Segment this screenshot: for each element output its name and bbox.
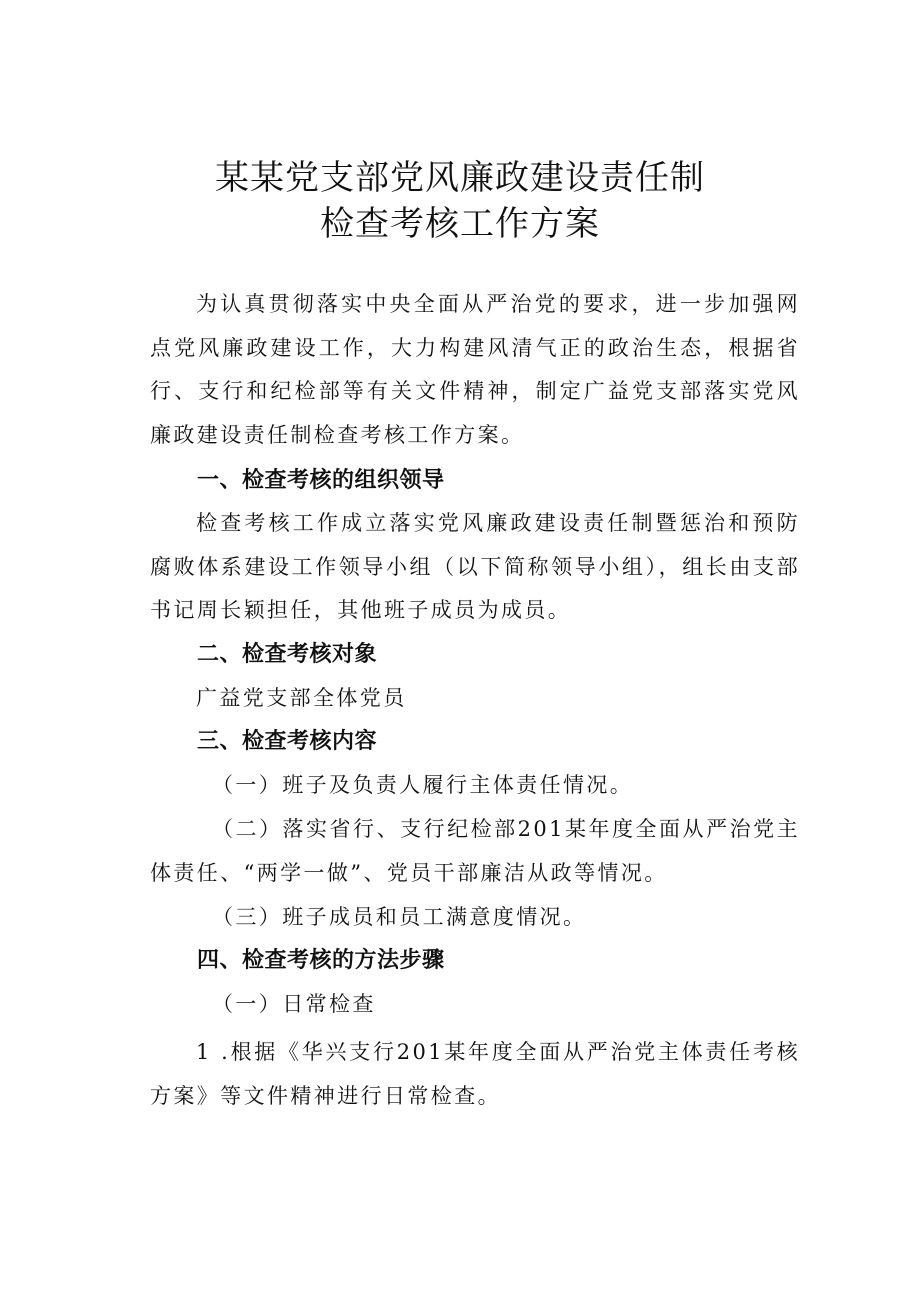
- section4-subheading: （一）日常检查: [212, 992, 376, 1016]
- section2-paragraph: 广益党支部全体党员: [196, 686, 407, 710]
- section3-item-1: （一）班子及负责人履行主体责任情况。: [212, 773, 634, 797]
- intro-paragraph: 为认真贯彻落实中央全面从严治党的要求，进一步加强网点党风廉政建设工作，大力构建风清气正的政治生态，根据省行、支行和纪检部等有关文件精神，制定广益党支部落实党风廉政建设责任制检查考核工作方案。: [150, 292, 800, 447]
- section2-heading: 二、检查考核对象: [197, 642, 378, 667]
- section4-heading: 四、检查考核的方法步骤: [197, 948, 445, 973]
- section1-paragraph: 检查考核工作成立落实党风廉政建设责任制暨惩治和预防腐败体系建设工作领导小组（以下简称领导小组），组长由支部书记周长颖担任，其他班子成员为成员。: [150, 511, 800, 622]
- section1-heading: 一、检查考核的组织领导: [197, 468, 445, 493]
- section4-item-1: 1 .根据《华兴支行201某年度全面从严治党主体责任考核方案》等文件精神进行日常检查。: [150, 1040, 800, 1108]
- section3-heading: 三、检查考核内容: [197, 729, 378, 754]
- section3-item-3: （三）班子成员和员工满意度情况。: [212, 905, 587, 929]
- document-title-line2: 检查考核工作方案: [320, 204, 600, 244]
- document-title-line1: 某某党支部党风廉政建设责任制: [215, 158, 705, 198]
- section3-item-2: （二）落实省行、支行纪检部201某年度全面从严治党主体责任、“两学一做”、党员干部廉洁从政等情况。: [150, 817, 800, 885]
